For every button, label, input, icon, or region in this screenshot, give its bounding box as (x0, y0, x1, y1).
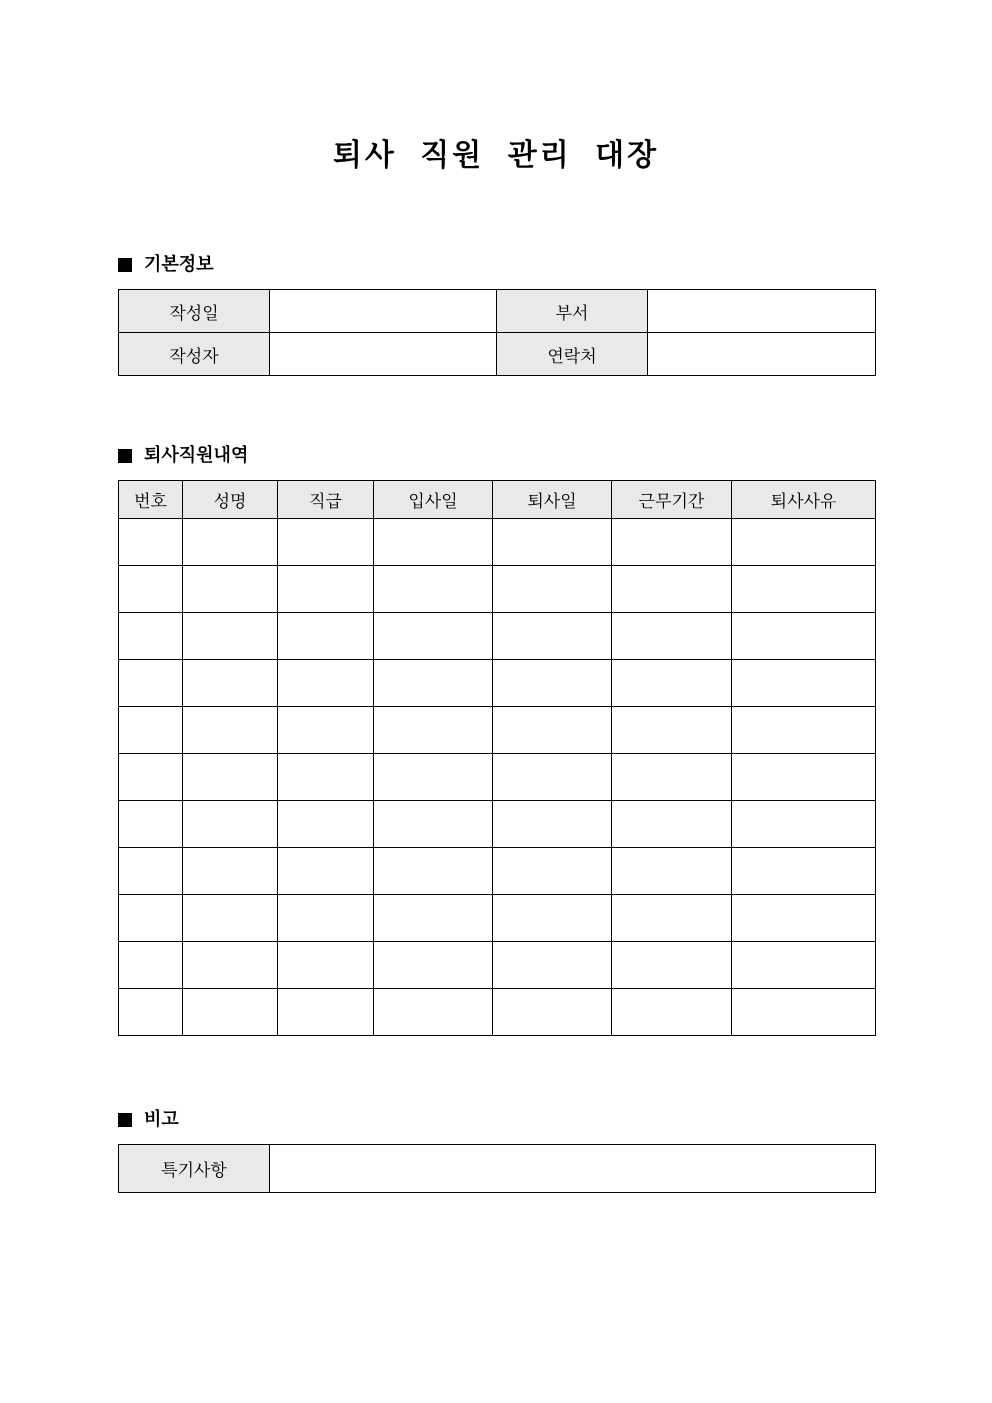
cell-leave-date[interactable] (493, 660, 612, 707)
cell-tenure[interactable] (612, 801, 732, 848)
cell-name[interactable] (183, 801, 278, 848)
cell-leave-date[interactable] (493, 566, 612, 613)
cell-reason[interactable] (732, 660, 876, 707)
cell-position[interactable] (278, 801, 374, 848)
cell-reason[interactable] (732, 754, 876, 801)
cell-position[interactable] (278, 989, 374, 1036)
cell-position[interactable] (278, 942, 374, 989)
cell-tenure[interactable] (612, 660, 732, 707)
cell-reason[interactable] (732, 942, 876, 989)
section-title: 퇴사직원내역 (144, 445, 249, 466)
cell-leave-date[interactable] (493, 848, 612, 895)
cell-join-date[interactable] (374, 566, 493, 613)
cell-number[interactable] (119, 660, 183, 707)
table-row (119, 1145, 876, 1193)
cell-join-date[interactable] (374, 519, 493, 566)
cell-position[interactable] (278, 566, 374, 613)
cell-position[interactable] (278, 660, 374, 707)
black-square-icon (118, 449, 132, 463)
section-title: 기본정보 (144, 254, 214, 275)
cell-join-date[interactable] (374, 801, 493, 848)
column-header-reason: 퇴사사유 (732, 481, 876, 519)
column-header-leave-date: 퇴사일 (493, 481, 612, 519)
cell-name[interactable] (183, 566, 278, 613)
table-row (119, 707, 876, 754)
cell-reason[interactable] (732, 801, 876, 848)
label-contact: 연락처 (497, 333, 648, 376)
cell-join-date[interactable] (374, 895, 493, 942)
column-header-name: 성명 (183, 481, 278, 519)
black-square-icon (118, 258, 132, 272)
cell-tenure[interactable] (612, 942, 732, 989)
cell-name[interactable] (183, 754, 278, 801)
department-field[interactable] (648, 290, 876, 333)
cell-tenure[interactable] (612, 754, 732, 801)
label-special-notes: 특기사항 (119, 1145, 270, 1193)
cell-reason[interactable] (732, 989, 876, 1036)
table-row (119, 660, 876, 707)
basic-info-table (118, 289, 876, 376)
retirees-table (118, 480, 876, 1036)
remarks-table (118, 1144, 876, 1193)
cell-join-date[interactable] (374, 613, 493, 660)
cell-reason[interactable] (732, 566, 876, 613)
cell-join-date[interactable] (374, 989, 493, 1036)
table-row (119, 989, 876, 1036)
cell-tenure[interactable] (612, 707, 732, 754)
author-field[interactable] (270, 333, 497, 376)
section-heading-remarks (118, 1108, 179, 1132)
cell-number[interactable] (119, 801, 183, 848)
contact-field[interactable] (648, 333, 876, 376)
cell-number[interactable] (119, 989, 183, 1036)
cell-number[interactable] (119, 707, 183, 754)
cell-name[interactable] (183, 519, 278, 566)
label-author: 작성자 (119, 333, 270, 376)
cell-number[interactable] (119, 566, 183, 613)
section-title: 비고 (144, 1109, 179, 1130)
cell-leave-date[interactable] (493, 801, 612, 848)
table-row (119, 613, 876, 660)
cell-tenure[interactable] (612, 848, 732, 895)
cell-name[interactable] (183, 613, 278, 660)
cell-tenure[interactable] (612, 519, 732, 566)
section-heading-retirees (118, 444, 248, 468)
cell-position[interactable] (278, 848, 374, 895)
cell-leave-date[interactable] (493, 895, 612, 942)
label-department: 부서 (497, 290, 648, 333)
table-header-row (119, 481, 876, 519)
cell-position[interactable] (278, 754, 374, 801)
cell-number[interactable] (119, 848, 183, 895)
cell-reason[interactable] (732, 895, 876, 942)
cell-name[interactable] (183, 848, 278, 895)
table-row (119, 895, 876, 942)
cell-join-date[interactable] (374, 754, 493, 801)
cell-leave-date[interactable] (493, 707, 612, 754)
column-header-number: 번호 (119, 481, 183, 519)
cell-number[interactable] (119, 942, 183, 989)
cell-name[interactable] (183, 660, 278, 707)
cell-tenure[interactable] (612, 989, 732, 1036)
section-heading-basic-info (118, 253, 214, 277)
column-header-position: 직급 (278, 481, 374, 519)
table-row (119, 848, 876, 895)
cell-number[interactable] (119, 613, 183, 660)
cell-reason[interactable] (732, 519, 876, 566)
cell-tenure[interactable] (612, 613, 732, 660)
black-square-icon (118, 1113, 132, 1127)
column-header-join-date: 입사일 (374, 481, 493, 519)
column-header-tenure: 근무기간 (612, 481, 732, 519)
cell-leave-date[interactable] (493, 613, 612, 660)
cell-join-date[interactable] (374, 848, 493, 895)
cell-name[interactable] (183, 942, 278, 989)
cell-reason[interactable] (732, 707, 876, 754)
cell-leave-date[interactable] (493, 519, 612, 566)
cell-join-date[interactable] (374, 942, 493, 989)
cell-position[interactable] (278, 613, 374, 660)
cell-number[interactable] (119, 519, 183, 566)
table-row (119, 333, 876, 376)
cell-reason[interactable] (732, 848, 876, 895)
cell-name[interactable] (183, 989, 278, 1036)
created-date-field[interactable] (270, 290, 497, 333)
cell-number[interactable] (119, 895, 183, 942)
table-row (119, 566, 876, 613)
table-row (119, 519, 876, 566)
cell-leave-date[interactable] (493, 942, 612, 989)
table-row (119, 290, 876, 333)
cell-leave-date[interactable] (493, 754, 612, 801)
cell-reason[interactable] (732, 613, 876, 660)
page-title: 퇴사 직원 관리 대장 (332, 138, 660, 173)
table-row (119, 754, 876, 801)
cell-number[interactable] (119, 754, 183, 801)
cell-join-date[interactable] (374, 660, 493, 707)
label-created-date: 작성일 (119, 290, 270, 333)
cell-position[interactable] (278, 895, 374, 942)
special-notes-field[interactable] (270, 1145, 876, 1193)
retirees-table-body (119, 519, 876, 1036)
cell-name[interactable] (183, 707, 278, 754)
cell-name[interactable] (183, 895, 278, 942)
cell-tenure[interactable] (612, 895, 732, 942)
table-row (119, 942, 876, 989)
cell-join-date[interactable] (374, 707, 493, 754)
table-row (119, 801, 876, 848)
cell-position[interactable] (278, 707, 374, 754)
cell-position[interactable] (278, 519, 374, 566)
cell-leave-date[interactable] (493, 989, 612, 1036)
cell-tenure[interactable] (612, 566, 732, 613)
